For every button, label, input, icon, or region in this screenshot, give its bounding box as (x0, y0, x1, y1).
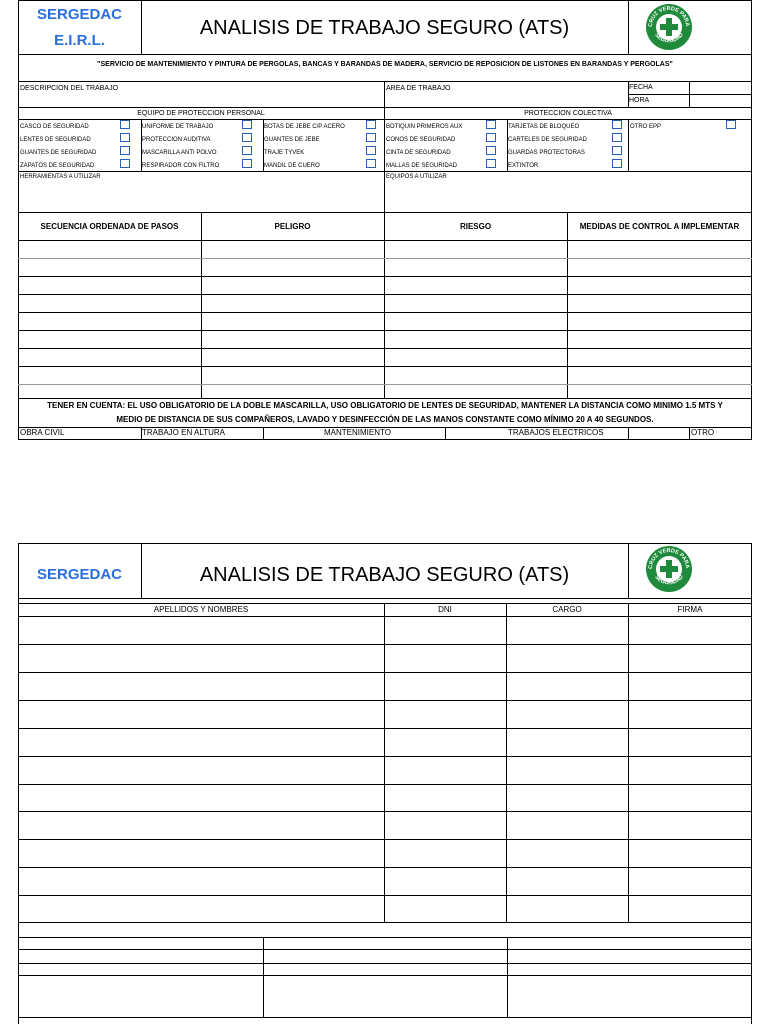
grid-line (384, 81, 385, 212)
epp-item: PROTECCION AUDITIVA (142, 137, 211, 143)
svg-text:SEGURIDAD: SEGURIDAD (653, 32, 685, 45)
grid-line (18, 398, 752, 399)
grid-line (18, 756, 752, 757)
grid-line (689, 81, 690, 107)
grid-line (18, 839, 752, 840)
grid-line (18, 348, 752, 349)
epp-header: EQUIPO DE PROTECCION PERSONAL (137, 110, 265, 117)
grid-line (18, 312, 752, 313)
epp-checkbox[interactable] (366, 146, 376, 155)
page-title: ANALISIS DE TRABAJO SEGURO (ATS) (199, 17, 570, 39)
grid-line (18, 366, 752, 367)
header-firma: FIRMA (677, 605, 703, 614)
fecha-label: FECHA (629, 84, 653, 91)
grid-line (18, 728, 752, 729)
grid-line (628, 0, 629, 54)
grid-line (18, 700, 752, 701)
epp-checkbox[interactable] (120, 133, 130, 142)
grid-line (18, 616, 752, 617)
grid-line (689, 427, 690, 439)
grid-line (18, 949, 752, 950)
grid-line (18, 330, 752, 331)
epp-checkbox[interactable] (242, 133, 252, 142)
header-cargo: CARGO (552, 605, 582, 614)
work-type-label: TRABAJO EN ALTURA (142, 428, 225, 437)
work-type-label: OBRA CIVIL (20, 428, 65, 437)
grid-line (18, 603, 752, 604)
epp-checkbox[interactable] (120, 159, 130, 168)
notice-line-2: MEDIO DE DISTANCIA DE SUS COMPAÑEROS, LAVADO Y DESINFECCIÓN DE LAS MANOS CONSTANTE COMO MÍNIMO 20 A 40 SEGUNDOS. (116, 415, 654, 424)
colectiva-checkbox[interactable] (612, 120, 622, 129)
grid-line (751, 0, 752, 440)
colectiva-checkbox[interactable] (486, 146, 496, 155)
grid-line (18, 784, 752, 785)
grid-line (18, 107, 752, 108)
grid-line (18, 895, 752, 896)
herramientas-label: HERRAMIENTAS A UTILIZAR (20, 174, 101, 180)
grid-line (628, 427, 629, 439)
page-title: ANALISIS DE TRABAJO SEGURO (ATS) (199, 564, 570, 586)
grid-line (141, 0, 142, 54)
colectiva-checkbox[interactable] (486, 133, 496, 142)
notice-line-1: TENER EN CUENTA: EL USO OBLIGATORIO DE LA DOBLE MASCARILLA, USO OBLIGATORIO DE LENTES DE SEGURIDAD, MANTENER LA DISTANCIA COMO MINIMO 1.5 MTS Y (47, 401, 723, 410)
colectiva-item: CARTELES DE SEGURIDAD (508, 137, 587, 143)
colectiva-checkbox[interactable] (486, 120, 496, 129)
grid-line (18, 427, 752, 428)
colectiva-item: GUARDAS PROTECTORAS (508, 150, 585, 156)
grid-line (141, 543, 142, 598)
epp-checkbox[interactable] (120, 146, 130, 155)
grid-line (507, 937, 508, 1017)
grid-line (384, 603, 385, 923)
grid-line (18, 439, 752, 440)
service-description: "SERVICIO DE MANTENIMIENTO Y PINTURA DE PERGOLAS, BANCAS Y BARANDAS DE MADERA, SERVICIO DE REPOSICION DE LISTONES EN BARANDAS Y PERGOLAS" (97, 61, 673, 68)
epp-item: GUANTES DE JEBE (264, 137, 320, 143)
grid-line (18, 672, 752, 673)
epp-item: RESPIRADOR CON FILTRO (142, 163, 220, 169)
grid-line (263, 119, 264, 171)
epp-checkbox[interactable] (366, 133, 376, 142)
grid-line (628, 603, 629, 923)
grid-line (506, 603, 507, 923)
grid-line (628, 94, 752, 95)
colectiva-checkbox[interactable] (612, 159, 622, 168)
header-secuencia: SECUENCIA ORDENADA DE PASOS (40, 222, 179, 231)
ats-form-1 (18, 0, 752, 440)
cruz-verde-logo (645, 545, 693, 593)
colectiva-item: MALLAS DE SEGURIDAD (386, 163, 458, 169)
grid-line (18, 258, 752, 259)
otro-epp-checkbox[interactable] (726, 120, 736, 129)
epp-checkbox[interactable] (366, 159, 376, 168)
area-label: AREA DE TRABAJO (386, 85, 451, 92)
grid-line (18, 276, 752, 277)
company-name: SERGEDAC (36, 566, 122, 583)
header-medidas: MEDIDAS DE CONTROL A IMPLEMENTAR (579, 222, 740, 231)
epp-item: MASCARILLA ANTI POLVO (142, 150, 217, 156)
colectiva-item: BOTIQUIN PRIMEROS AUX (386, 124, 463, 130)
epp-checkbox[interactable] (242, 159, 252, 168)
grid-line (18, 937, 752, 938)
epp-item: UNIFORME DE TRABAJO (142, 124, 214, 130)
grid-line (18, 54, 752, 55)
ats-form-2 (18, 543, 752, 1024)
hora-label: HORA (629, 97, 650, 104)
epp-checkbox[interactable] (120, 120, 130, 129)
grid-line (18, 294, 752, 295)
grid-line (18, 922, 752, 923)
grid-line (18, 963, 752, 964)
grid-line (18, 975, 752, 976)
company-name: SERGEDAC (36, 6, 122, 23)
equipos-label: EQUIPOS A UTILIZAR (386, 174, 447, 180)
epp-item: GUANTES DE SEGURIDAD (20, 150, 97, 156)
epp-checkbox[interactable] (242, 120, 252, 129)
epp-item: MANDIL DE CUERO (264, 163, 320, 169)
cruz-verde-logo (645, 3, 693, 51)
grid-line (18, 867, 752, 868)
colectiva-item: TARJETAS DE BLOQUEO (508, 124, 580, 130)
grid-line (263, 937, 264, 1017)
company-suffix: E.I.R.L. (54, 32, 105, 49)
header-dni: DNI (438, 605, 452, 614)
grid-line (18, 81, 752, 82)
svg-text:SEGURIDAD: SEGURIDAD (653, 574, 685, 587)
grid-line (445, 427, 446, 439)
grid-line (18, 119, 752, 120)
grid-line (18, 0, 19, 440)
colectiva-checkbox[interactable] (612, 133, 622, 142)
epp-item: LENTES DE SEGURIDAD (20, 137, 91, 143)
descripcion-label: DESCRIPCION DEL TRABAJO (20, 85, 119, 92)
grid-line (18, 598, 752, 599)
grid-line (18, 240, 752, 241)
colectiva-header: PROTECCION COLECTIVA (524, 110, 612, 117)
colectiva-item: CONOS DE SEGURIDAD (386, 137, 456, 143)
epp-item: TRAJE TYVEK (264, 150, 305, 156)
grid-line (141, 427, 142, 439)
work-type-label: MANTENIMIENTO (324, 428, 391, 437)
grid-line (18, 644, 752, 645)
svg-text:CRUZ VERDE PARA: CRUZ VERDE PARA (647, 547, 691, 570)
grid-line (18, 1017, 752, 1018)
grid-line (628, 119, 629, 171)
epp-checkbox[interactable] (242, 146, 252, 155)
grid-line (18, 384, 752, 385)
grid-line (18, 0, 752, 1)
colectiva-item: CINTA DE SEGURIDAD (386, 150, 451, 156)
colectiva-checkbox[interactable] (486, 159, 496, 168)
epp-item: BOTAS DE JEBE C/P ACERO (264, 124, 345, 130)
grid-line (141, 119, 142, 171)
colectiva-checkbox[interactable] (612, 146, 622, 155)
grid-line (263, 427, 264, 439)
epp-item: ZAPATOS DE SEGURIDAD (20, 163, 95, 169)
header-apellidos: APELLIDOS Y NOMBRES (153, 605, 249, 614)
grid-line (18, 212, 752, 213)
colectiva-item: EXTINTOR (508, 163, 539, 169)
work-type-label: OTRO (691, 428, 715, 437)
grid-line (18, 811, 752, 812)
epp-item: CASCO DE SEGURIDAD (20, 124, 89, 130)
otro-epp-label: OTRO EPP (630, 124, 662, 130)
header-peligro: PELIGRO (274, 222, 311, 231)
grid-line (628, 81, 629, 107)
epp-checkbox[interactable] (366, 120, 376, 129)
grid-line (628, 543, 629, 598)
svg-text:CRUZ VERDE PARA: CRUZ VERDE PARA (647, 5, 691, 28)
work-type-label: TRABAJOS ELECTRICOS (508, 428, 604, 437)
header-riesgo: RIESGO (459, 222, 492, 231)
grid-line (18, 171, 752, 172)
grid-line (507, 119, 508, 171)
grid-line (18, 543, 752, 544)
